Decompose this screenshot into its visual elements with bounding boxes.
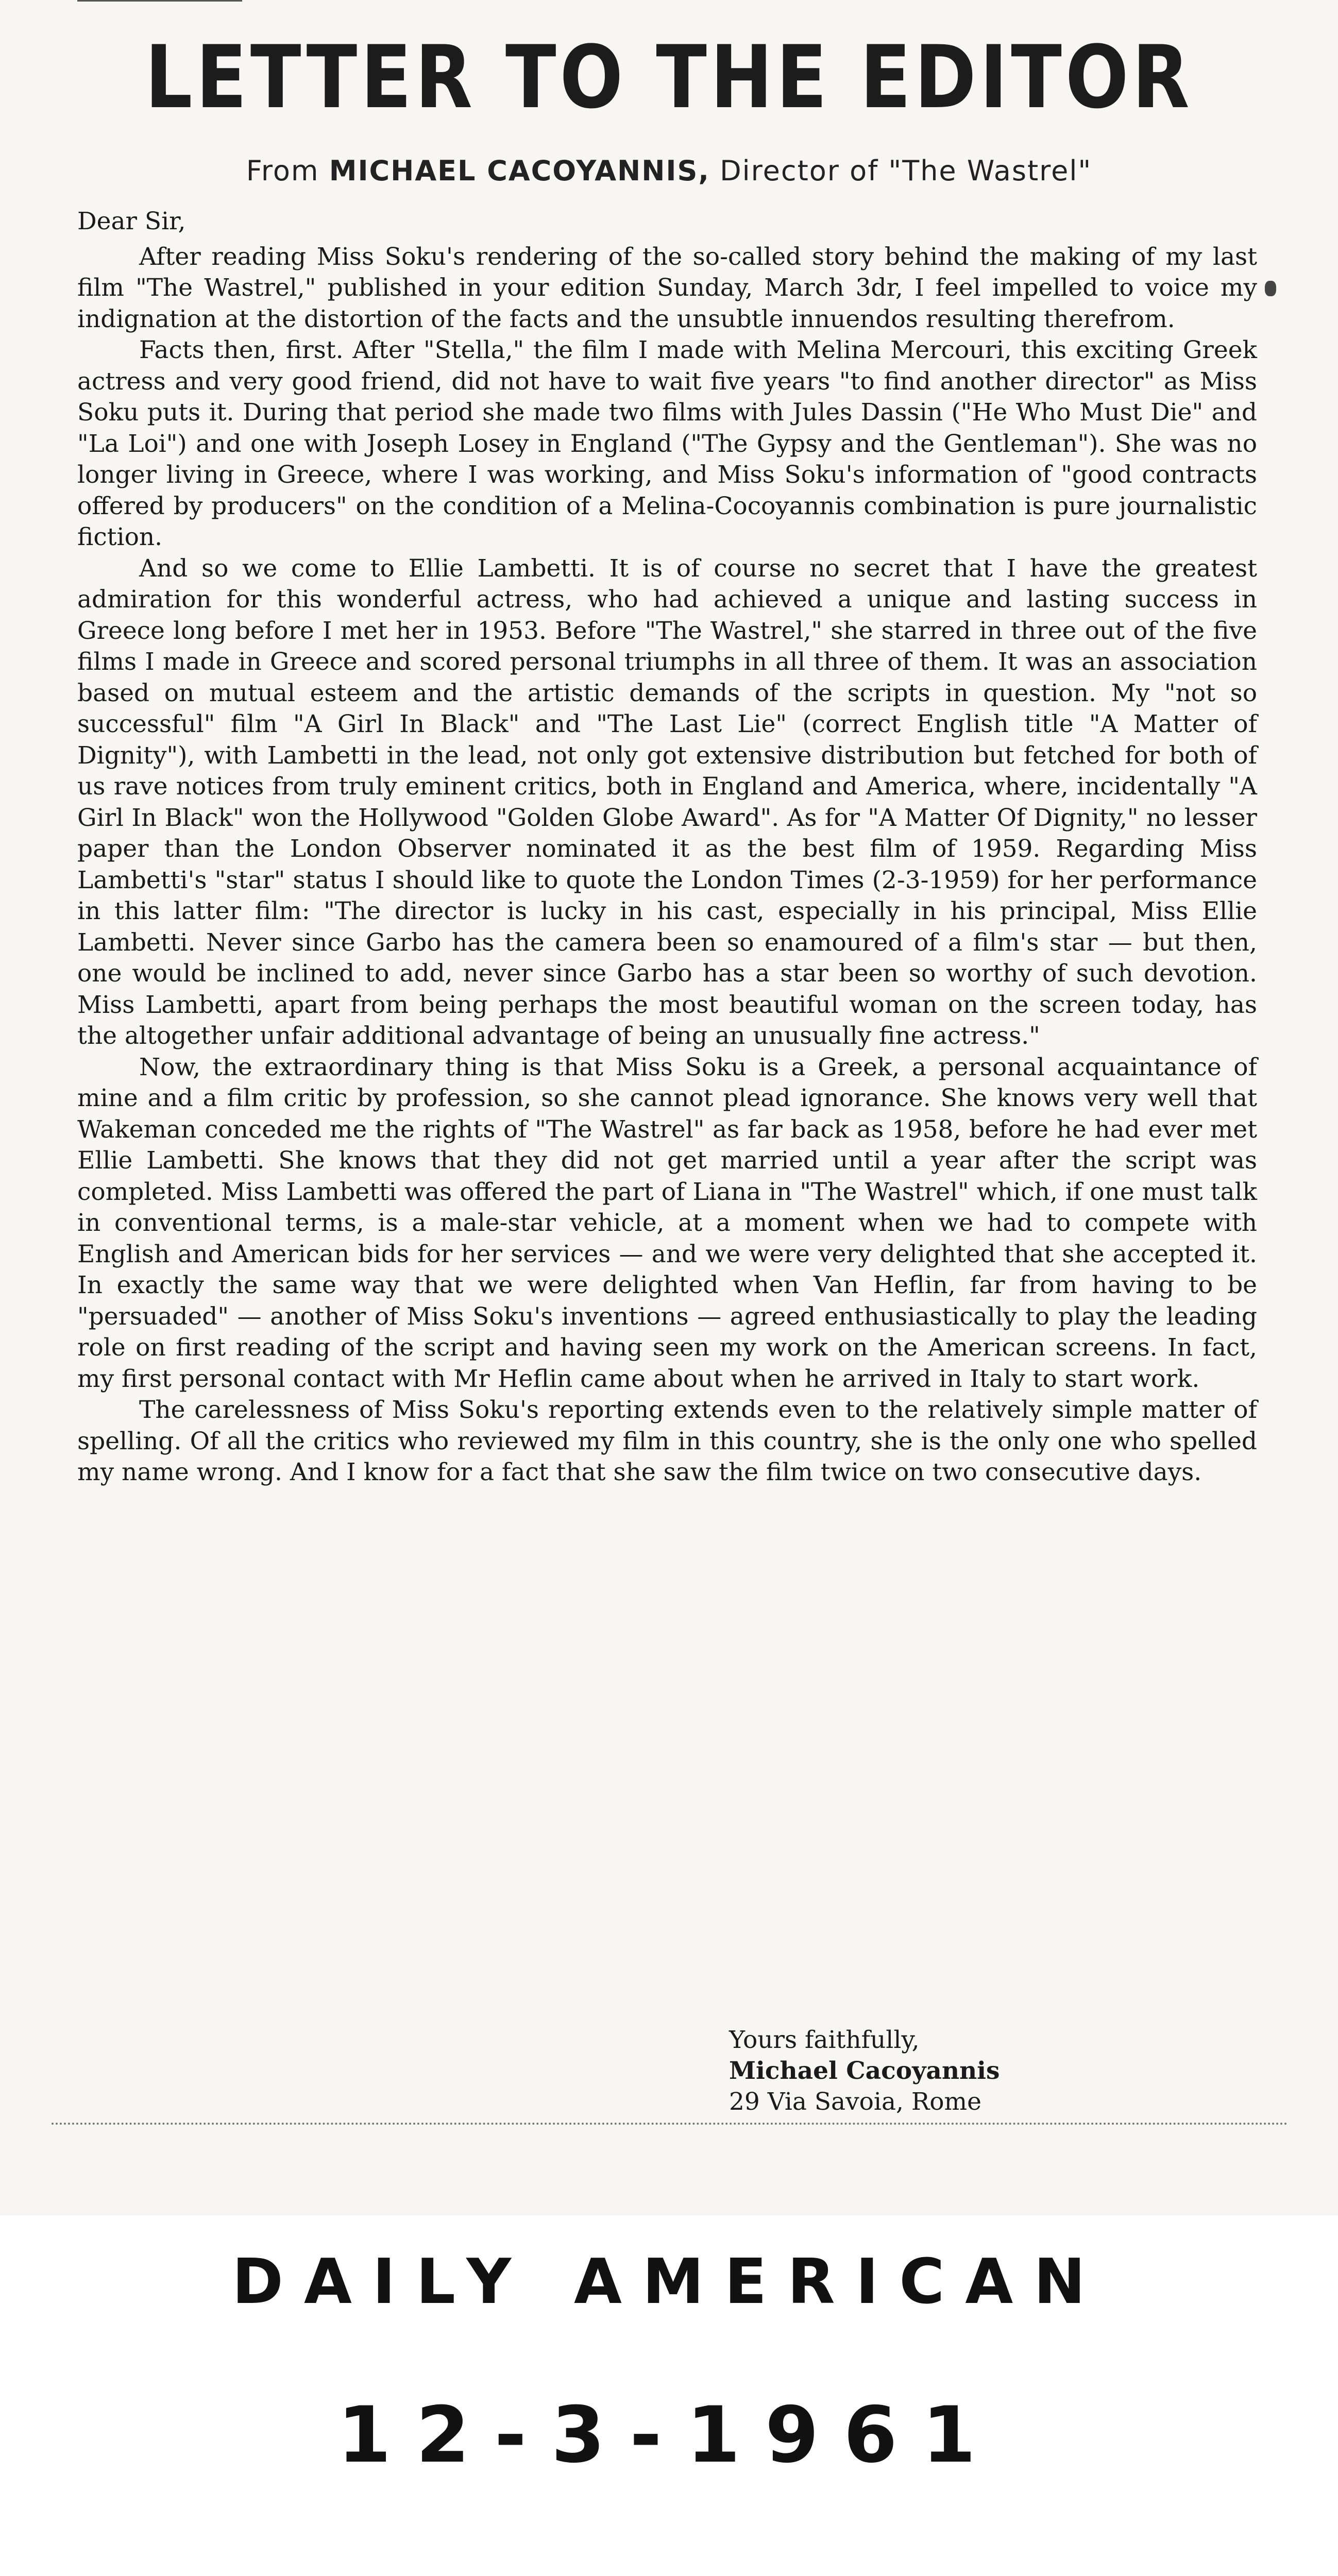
letter-body (77, 206, 1257, 1488)
paragraph-1: After reading Miss Soku's rendering of the so-called story behind the making of my last film "The Wastrel," published in your edition Sunday, March 3dr, I feel impelled to voice my indignation at the distortion of the facts and the unsubtle innuendos resulting therefrom. (77, 242, 1257, 333)
paragraph-5: The carelessness of Miss Soku's reporting extends even to the relatively simple matter of spelling. Of all the critics who reviewed my film in this country, she is the only one who spelled my name wrong. And I know for a fact that she saw the film twice on two consecutive days. (77, 1396, 1257, 1486)
byline (0, 155, 1338, 187)
paragraph-2: Facts then, first. After "Stella," the film I made with Melina Mercouri, this exciting Greek actress and very good friend, did not have to wait five years "to find another director" as Miss Soku puts it. During that period she made two films with Jules Dassin ("He Who Must Die" and "La Loi") and one with Joseph Losey in England ("The Gypsy and the Gentleman"). She was no longer living in Greece, where I was working, and Miss Soku's information of "good contracts offered by producers" on the condition of a Melina-Cocoyannis combination is pure journalistic fiction. (77, 336, 1257, 551)
byline-prefix: From (246, 155, 319, 187)
byline-author: MICHAEL CACOYANNIS, (329, 155, 710, 187)
salutation: Dear Sir, (77, 207, 186, 235)
ink-mark (1265, 281, 1276, 296)
signoff-signer: Michael Cacoyannis (729, 2057, 1000, 2085)
handwritten-publication: DAILY AMERICAN (232, 2246, 1106, 2318)
paragraph-4: Now, the extraordinary thing is that Miss Soku is a Greek, a personal acquaintance of mine and a film critic by profession, so she cannot plead ignorance. She knows very well that Wakeman conceded me the rights of "The Wastrel" as far back as 1958, before he had ever met Ellie Lambetti. She knows that they did not get married until a year after the script was completed. Miss Lambetti was offered the part of Liana in "The Wastrel" which, if one must talk in conventional terms, is a male-star vehicle, at a moment when we had to compete with English and American bids for her services — and we were very delighted that she accepted it. In exactly the same way that we were delighted when Van Heflin, far from having to be "persuaded" — another of Miss Soku's inventions — agreed enthusiastically to play the leading role on first reading of the script and having seen my work on the American screens. In fact, my first personal contact with Mr Heflin came about when he arrived in Italy to start work. (77, 1053, 1257, 1393)
headline: LETTER TO THE EDITOR (145, 27, 1193, 128)
paragraph-3: And so we come to Ellie Lambetti. It is of course no secret that I have the greatest admiration for this wonderful actress, who had achieved a unique and lasting success in Greece long before I met her in 1953. Before "The Wastrel," she starred in three out of the five films I made in Greece and scored personal triumphs in all three of them. It was an association based on mutual esteem and the artistic demands of the scripts in question. My "not so successful" film "A Girl In Black" and "The Last Lie" (correct English title "A Matter of Dignity"), with Lambetti in the lead, not only got extensive distribution but fetched for both of us rave notices from truly eminent critics, both in England and America, where, incidentally "A Girl In Black" won the Hollywood "Golden Globe Award". As for "A Matter Of Dignity," no lesser paper than the London Observer nominated it as the best film of 1959. Regarding Miss Lambetti's "star" status I should like to quote the London Times (2-3-1959) for her performance in this latter film: "The director is lucky in his cast, especially in his principal, Miss Ellie Lambetti. Never since Garbo has the camera been so enamoured of a film's star — but then, one would be inclined to add, never since Garbo has a star been so worthy of such devotion. Miss Lambetti, apart from being perhaps the most beautiful woman on the screen today, has the altogether unfair additional advantage of being an unusually fine actress." (77, 554, 1257, 1050)
signoff-address: 29 Via Savoia, Rome (729, 2088, 981, 2116)
top-rule (77, 0, 242, 2)
handwritten-date: 12-3-1961 (337, 2391, 1001, 2480)
signoff (729, 2025, 1000, 2117)
byline-role: Director of "The Wastrel" (720, 155, 1092, 187)
signoff-closing: Yours faithfully, (729, 2026, 920, 2054)
bottom-rule (52, 2123, 1288, 2125)
